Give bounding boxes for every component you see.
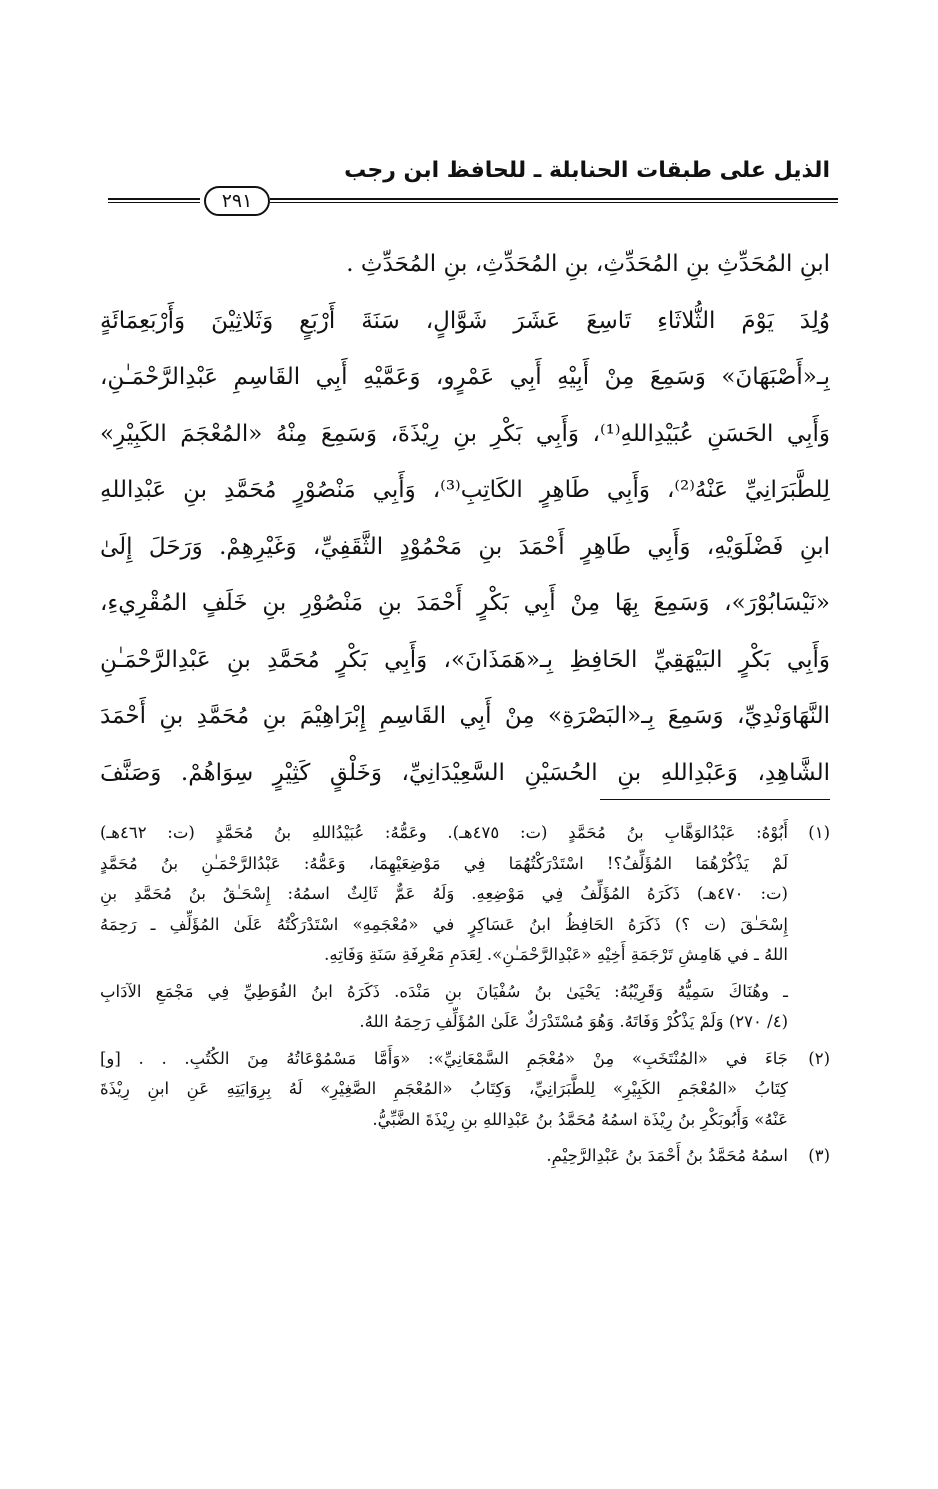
footnote-text: اسمُهُ مُحَمَّدُ بنُ أَحْمَدَ بنُ عَبْدِالرَّحِيْمِ. [546, 1146, 788, 1165]
footnote-line [100, 818, 830, 849]
footnote-text: جَاءَ في «المُنْتَخَبِ» مِنْ «مُعْجَمِ السَّمْعَانِيِّ»: «وَأَمَّا مَسْمُوْعَاتُهُ مِنَ الكُتُبِ. . . [و] [100, 1048, 788, 1068]
running-title: الذيل على طبقات الحنابلة ـ للحافظ ابن رجب [344, 158, 830, 183]
main-text [100, 236, 830, 801]
body-line: لِلطَّبَرَانِيِّ عَنْهُ⁽²⁾، وَأَبِي طَاهِرٍ الكَاتِبِ⁽³⁾، وَأَبِي مَنْصُوْرٍ مُحَمَّدِ بنِ عَبْدِاللهِ [100, 477, 830, 503]
footnote-line: إِسْحَـٰقَ (ت ؟) ذَكَرَهُ الحَافِظُ ابنُ عَسَاكِرٍ في «مُعْجَمِهِ» اسْتَدْرَكْتُهُ عَلَىٰ المُؤَلِّفِ ـ رَحِمَهُ [100, 914, 788, 934]
footnote-text: أَبُوْهُ: عَبْدُالوَهَّابِ بنُ مُحَمَّدٍ (ت: ٤٧٥هـ). وعَمُّهُ: عُبَيْدُاللهِ بنُ مُحَمَّدٍ (ت: ٤٦٢هـ) [100, 823, 788, 842]
footnote-line: اللهُ ـ في هَامِشِ تَرْجَمَةِ أَخِيْهِ «عَبْدِالرَّحْمَـٰنِ». لِعَدَمِ مَعْرِفَةِ سَنَةِ وَفَاتِهِ. [324, 945, 788, 964]
footnote-line: عَنْهُ» وَأَبُوبَكْرِ بنُ رِيْذَة اسمُهُ مُحَمَّدُ بنُ عَبْدِاللهِ بنِ رِيْذَةَ الضَّبِّيُّ. [372, 1109, 788, 1129]
footnote-line: (ت: ٤٧٠هـ) ذَكَرَهُ المُؤَلِّفُ فِي مَوْضِعِهِ. وَلَهُ عَمٌّ ثَالِثٌ اسمُهُ: إِسْحَـٰقُ بنُ مُحَمَّدِ بنِ [100, 884, 788, 903]
footnote-line [100, 1044, 830, 1075]
footnote-number: (٢) [808, 1048, 830, 1068]
body-line: وُلِدَ يَوْمَ الثُّلاثَاءِ تَاسِعَ عَشَرَ شَوَّالٍ، سَنَةَ أَرْبَعٍ وَثَلاثِيْنَ وَأَرْبَعِمَائَةٍ [100, 307, 830, 334]
footnote-line: لَمْ يَذْكُرْهُمَا المُؤَلِّفُ؟! اسْتَدْرَكْتُهُمَا فِي مَوْضِعَيْهِمَا، وَعَمُّهُ: عَبْدُالرَّحْمَـٰنِ بنُ مُحَمَّدٍ [100, 853, 788, 873]
page-number: ٢٩١ [204, 186, 270, 216]
footnote-separator [600, 799, 830, 800]
footnote-line [100, 1141, 830, 1172]
body-line: وَأَبِي الحَسَنِ عُبَيْدِاللهِ⁽¹⁾، وَأَبِي بَكْرِ بنِ رِيْذَةَ، وَسَمِعَ مِنْهُ «المُعْجَمَ الكَبِيْرِ» [100, 420, 830, 447]
footnote-line: ـ وهُنَاكَ سَمِيُّهُ وَقَرِيْبُهُ: يَحْيَىٰ بنُ سُفْيَانَ بنِ مَنْدَه. ذَكَرَهُ ابنُ الفُوَطِيِّ فِي مَجْمَعِ الآدَابِ [100, 981, 788, 1001]
footnote-line: (٤/ ٢٧٠) وَلَمْ يَذْكُرْ وَفَاتَهُ. وَهُوَ مُسْتَدْرَكٌ عَلَىٰ المُؤَلِّفِ رَحِمَهُ اللهُ. [359, 1012, 788, 1031]
footnotes [100, 818, 830, 1172]
body-line: النَّهَاوَنْدِيِّ، وَسَمِعَ بِـ«البَصْرَةِ» مِنْ أَبِي القَاسِمِ إِبْرَاهِيْمَ بنِ مُحَمَّدِ بنِ أَحْمَدَ [100, 703, 830, 729]
rule-right [270, 198, 838, 203]
body-line: ابنِ المُحَدِّثِ بنِ المُحَدِّثِ، بنِ المُحَدِّثِ، بنِ المُحَدِّثِ . [346, 251, 830, 277]
body-line: وَأَبِي بَكْرٍ البَيْهَقِيِّ الحَافِظِ بِـ«هَمَذَانَ»، وَأَبِي بَكْرٍ مُحَمَّدِ بنِ عَبْدِالرَّحْمَـٰنِ [100, 646, 830, 673]
rule-left [108, 198, 200, 203]
header-rule [108, 186, 838, 216]
body-line: «نَيْسَابُوْرَ»، وَسَمِعَ بِهَا مِنْ أَبِي بَكْرٍ أَحْمَدَ بنِ مَنْصُوْرِ بنِ خَلَفٍ المُقْرِيءِ، [100, 590, 830, 616]
footnote-number: (٣) [808, 1146, 830, 1165]
footnote-line: كِتَابُ «المُعْجَمِ الكَبِيْرِ» لِلطَّبَرَانِيِّ، وَكِتَابُ «المُعْجَمِ الصَّغِيْرِ» لَهُ بِرِوَايَتِهِ عَنِ ابنِ رِيْذَةَ [100, 1079, 788, 1098]
body-line: الشَّاهِدِ، وَعَبْدِاللهِ بنِ الحُسَيْنِ السَّعِيْدَانِيِّ، وَخَلْقٍ كَثِيْرٍ سِوَاهُمْ. وَصَنَّفَ [100, 759, 830, 786]
body-line: ابنِ فَضْلَوَيْهِ، وَأَبِي طَاهِرٍ أَحْمَدَ بنِ مَحْمُوْدٍ الثَّقَفِيِّ، وَغَيْرِهِمْ. وَرَحَلَ إِلَىٰ [100, 533, 830, 560]
body-line: بِـ«أَصْبَهَانَ» وَسَمِعَ مِنْ أَبِيْهِ أَبِي عَمْرٍو، وَعَمَّيْهِ أَبِي القَاسِمِ عَبْدِالرَّحْمَـٰنِ، [100, 364, 830, 390]
footnote-number: (١) [808, 823, 830, 842]
